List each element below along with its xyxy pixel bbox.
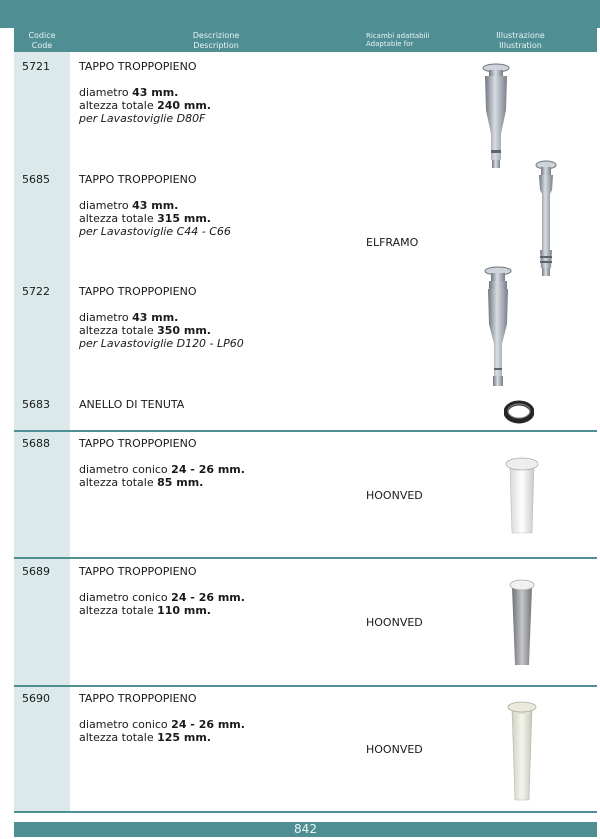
spec-value: C44 - C66 xyxy=(176,225,231,238)
product-description xyxy=(79,692,245,744)
spec-value: 240 mm. xyxy=(157,99,211,112)
spec-value: 43 mm. xyxy=(132,199,179,212)
overflow-plug-5690-image xyxy=(505,698,539,802)
spec-value: 43 mm. xyxy=(132,311,179,324)
spec-label: altezza totale xyxy=(79,99,158,112)
header-desc-it: Descrizione xyxy=(192,31,240,40)
spec-value: 110 mm. xyxy=(157,604,211,617)
top-bar xyxy=(0,0,600,28)
header-code xyxy=(14,28,70,52)
spec-value: 125 mm. xyxy=(157,731,211,744)
spec-label: per Lavastoviglie xyxy=(79,225,177,238)
spec-label: diametro conico xyxy=(79,463,172,476)
header-description xyxy=(70,28,362,52)
spec-value: D120 - LP60 xyxy=(176,337,244,350)
row-separator xyxy=(14,685,597,687)
overflow-plug-5685-image xyxy=(533,160,559,278)
product-description xyxy=(79,398,184,424)
header-code-it: Codice xyxy=(28,31,56,40)
page-number-bar xyxy=(14,822,597,837)
spec-label: diametro conico xyxy=(79,718,172,731)
product-code: 5688 xyxy=(22,437,50,450)
spec-value: 24 - 26 mm. xyxy=(171,718,245,731)
overflow-plug-5721-image xyxy=(476,62,516,170)
seal-ring-image xyxy=(504,400,534,424)
header-compat xyxy=(362,28,444,52)
spec-label: diametro xyxy=(79,199,133,212)
row-separator xyxy=(14,811,597,813)
spec-value: 85 mm. xyxy=(157,476,204,489)
product-code: 5722 xyxy=(22,285,50,298)
product-code: 5683 xyxy=(22,398,50,411)
spec-value: 24 - 26 mm. xyxy=(171,463,245,476)
header-comp-en: Adaptable for xyxy=(366,40,414,48)
spec-value: D80F xyxy=(176,112,206,125)
product-title: TAPPO TROPPOPIENO xyxy=(79,285,197,298)
product-code: 5721 xyxy=(22,60,50,73)
overflow-plug-5722-image xyxy=(478,266,518,394)
header-illustration xyxy=(444,28,597,52)
spec-label: altezza totale xyxy=(79,731,158,744)
product-title: TAPPO TROPPOPIENO xyxy=(79,437,197,450)
spec-value: 43 mm. xyxy=(132,86,179,99)
product-description xyxy=(79,173,231,238)
header-ill-it: Illustrazione xyxy=(496,31,545,40)
compat-brand: HOONVED xyxy=(366,616,423,629)
row-separator xyxy=(14,430,597,432)
product-title: TAPPO TROPPOPIENO xyxy=(79,692,197,705)
spec-label: per Lavastoviglie xyxy=(79,112,177,125)
row-separator xyxy=(14,557,597,559)
product-title: ANELLO DI TENUTA xyxy=(79,398,185,411)
spec-label: per Lavastoviglie xyxy=(79,337,177,350)
compat-brand: HOONVED xyxy=(366,489,423,502)
product-title: TAPPO TROPPOPIENO xyxy=(79,173,197,186)
spec-value: 350 mm. xyxy=(157,324,211,337)
header-comp-it: Ricambi adattabili xyxy=(366,32,430,40)
product-description xyxy=(79,565,245,617)
header-desc-en: Description xyxy=(193,40,239,50)
page-number: 842 xyxy=(294,822,317,836)
spec-label: diametro xyxy=(79,311,133,324)
product-description xyxy=(79,437,245,489)
spec-value: 24 - 26 mm. xyxy=(171,591,245,604)
spec-value: 315 mm. xyxy=(157,212,211,225)
spec-label: altezza totale xyxy=(79,212,158,225)
product-description xyxy=(79,60,211,125)
product-title: TAPPO TROPPOPIENO xyxy=(79,565,197,578)
compat-brand: HOONVED xyxy=(366,743,423,756)
header-code-en: Code xyxy=(31,40,53,50)
compat-brand: ELFRAMO xyxy=(366,236,419,249)
overflow-plug-5689-image xyxy=(507,577,537,667)
spec-label: altezza totale xyxy=(79,476,158,489)
product-title: TAPPO TROPPOPIENO xyxy=(79,60,197,73)
product-description xyxy=(79,285,244,350)
product-code: 5685 xyxy=(22,173,50,186)
product-code: 5690 xyxy=(22,692,50,705)
spec-label: diametro xyxy=(79,86,133,99)
spec-label: diametro conico xyxy=(79,591,172,604)
spec-label: altezza totale xyxy=(79,604,158,617)
product-code: 5689 xyxy=(22,565,50,578)
spec-label: altezza totale xyxy=(79,324,158,337)
header-ill-en: Illustration xyxy=(499,40,542,50)
overflow-plug-5688-image xyxy=(502,455,542,535)
